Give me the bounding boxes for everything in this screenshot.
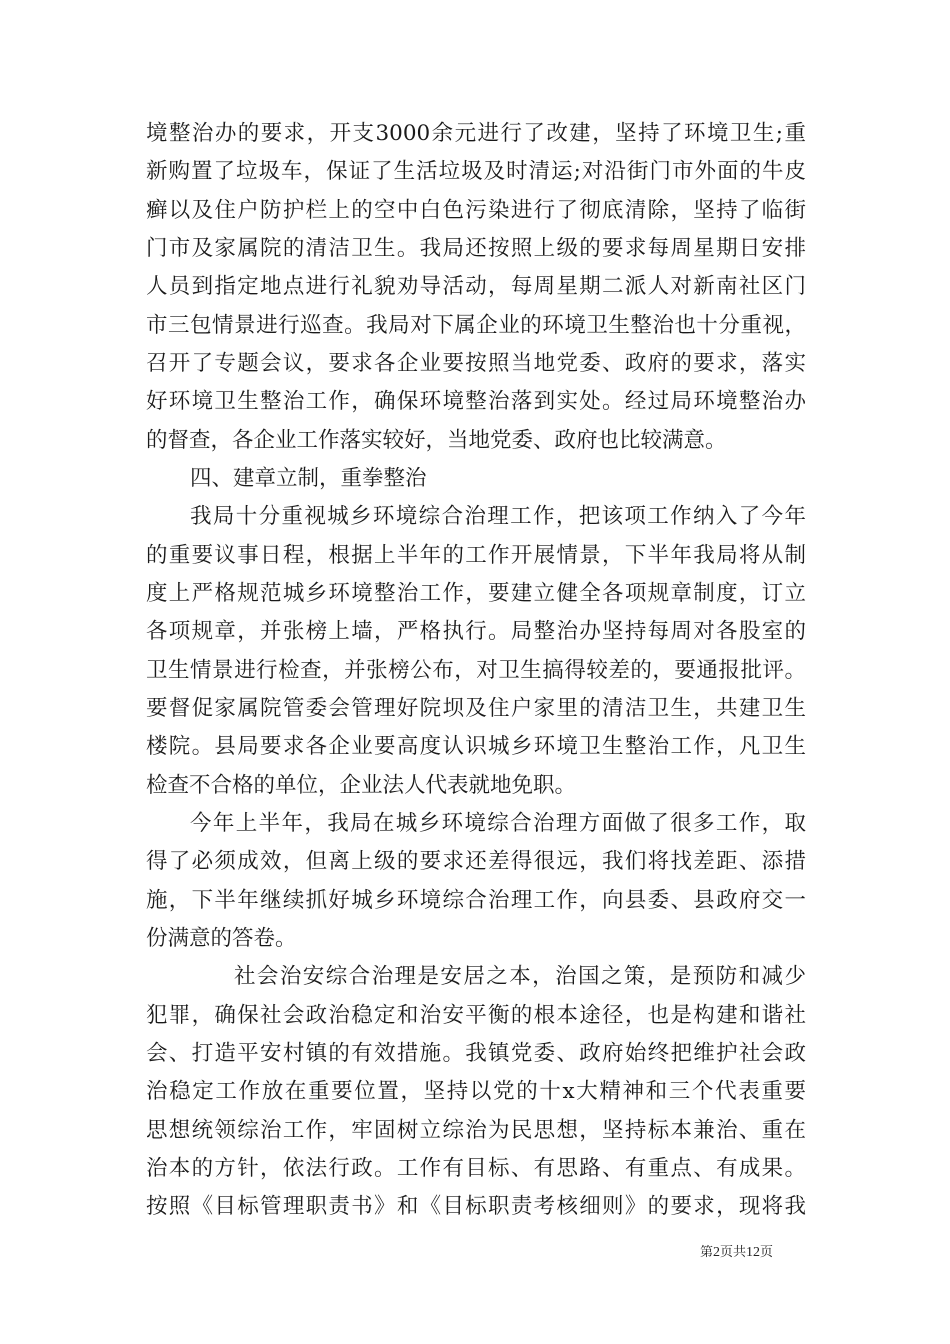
footer-prefix: 第 bbox=[700, 1245, 714, 1260]
text-line: 得了必须成效，但离上级的要求还差得很远，我们将找差距、添措 bbox=[146, 849, 806, 874]
current-page-number: 2 bbox=[713, 1245, 721, 1260]
text-line: 社会治安综合治理是安居之本，治国之策，是预防和减少 bbox=[234, 964, 806, 989]
text-line: 癣以及住户防护栏上的空中白色污染进行了彻底清除，坚持了临街 bbox=[146, 198, 806, 223]
text-line: 的督查，各企业工作落实较好，当地党委、政府也比较满意。 bbox=[146, 428, 727, 453]
text-line: 卫生情景进行检查，并张榜公布，对卫生搞得较差的，要通报批评。 bbox=[146, 658, 806, 683]
text-line: 门市及家属院的清洁卫生。我局还按照上级的要求每周星期日安排 bbox=[146, 236, 806, 261]
text-line: 施，下半年继续抓好城乡环境综合治理工作，向县委、县政府交一 bbox=[146, 888, 806, 913]
text-line: 按照《目标管理职责书》和《目标职责考核细则》的要求，现将我 bbox=[146, 1194, 806, 1219]
text-line: 我局十分重视城乡环境综合治理工作，把该项工作纳入了今年 bbox=[190, 504, 806, 529]
page-number-footer bbox=[700, 1244, 810, 1262]
text-line: 治本的方针，依法行政。工作有目标、有思路、有重点、有成果。 bbox=[146, 1156, 806, 1181]
text-line: 要督促家属院管委会管理好院坝及住户家里的清洁卫生，共建卫生 bbox=[146, 696, 806, 721]
text-line: 治稳定工作放在重要位置，坚持以党的十x大精神和三个代表重要 bbox=[146, 1079, 806, 1104]
text-line: 度上严格规范城乡环境整治工作，要建立健全各项规章制度，订立 bbox=[146, 581, 806, 606]
section-heading: 四、建章立制，重拳整治 bbox=[190, 466, 427, 491]
text-line: 思想统领综治工作，牢固树立综治为民思想，坚持标本兼治、重在 bbox=[146, 1118, 806, 1143]
text-line: 境整治办的要求，开支3000余元进行了改建，坚持了环境卫生;重 bbox=[146, 121, 806, 146]
text-line: 检查不合格的单位，企业法人代表就地免职。 bbox=[146, 773, 577, 798]
text-line: 召开了专题会议，要求各企业要按照当地党委、政府的要求，落实 bbox=[146, 351, 806, 376]
footer-middle: 页共 bbox=[720, 1245, 747, 1260]
text-line: 人员到指定地点进行礼貌劝导活动，每周星期二派人对新南社区门 bbox=[146, 274, 806, 299]
text-line: 份满意的答卷。 bbox=[146, 926, 297, 951]
text-line: 楼院。县局要求各企业要高度认识城乡环境卫生整治工作，凡卫生 bbox=[146, 734, 806, 759]
text-line: 新购置了垃圾车，保证了生活垃圾及时清运;对沿街门市外面的牛皮 bbox=[146, 159, 806, 184]
text-line: 犯罪，确保社会政治稳定和治安平衡的根本途径，也是构建和谐社 bbox=[146, 1003, 806, 1028]
text-line: 的重要议事日程，根据上半年的工作开展情景，下半年我局将从制 bbox=[146, 543, 806, 568]
text-line: 好环境卫生整治工作，确保环境整治落到实处。经过局环境整治办 bbox=[146, 389, 806, 414]
total-pages-number: 12 bbox=[746, 1245, 761, 1260]
text-line: 会、打造平安村镇的有效措施。我镇党委、政府始终把维护社会政 bbox=[146, 1041, 806, 1066]
text-line: 市三包情景进行巡查。我局对下属企业的环境卫生整治也十分重视， bbox=[146, 313, 806, 338]
footer-suffix: 页 bbox=[760, 1245, 774, 1260]
text-line: 今年上半年，我局在城乡环境综合治理方面做了很多工作，取 bbox=[190, 811, 806, 836]
text-line: 各项规章，并张榜上墙，严格执行。局整治办坚持每周对各股室的 bbox=[146, 619, 806, 644]
